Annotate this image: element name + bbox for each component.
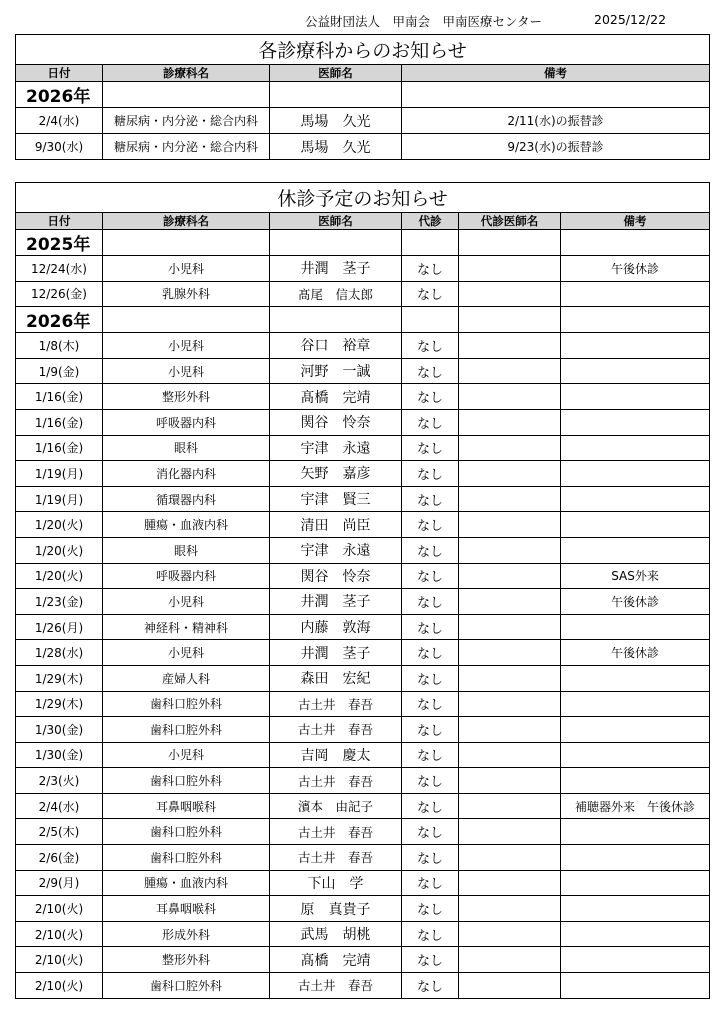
table-row [16, 870, 710, 896]
table-row [16, 256, 710, 282]
doctor-cell: 下山 学 [270, 870, 402, 896]
doctor-cell: 古土井 春吾 [270, 691, 402, 717]
date-cell: 1/16(金) [16, 384, 103, 410]
doctor-cell: 原 真貴子 [270, 896, 402, 922]
department-cell: 整形外科 [103, 384, 270, 410]
department-cell: 歯科口腔外科 [103, 691, 270, 717]
column-header-department: 診療科名 [103, 213, 270, 230]
doctor-cell: 馬場 久光 [270, 134, 402, 160]
table-row [16, 358, 710, 384]
substitute-cell: なし [402, 486, 459, 512]
department-cell: 耳鼻咽喉科 [103, 793, 270, 819]
substitute-doctor-cell [459, 461, 561, 487]
department-cell: 耳鼻咽喉科 [103, 896, 270, 922]
date-cell: 1/20(火) [16, 537, 103, 563]
table-row [16, 486, 710, 512]
remarks-cell [561, 921, 710, 947]
substitute-doctor-cell [459, 281, 561, 307]
date-cell: 1/16(金) [16, 435, 103, 461]
substitute-cell: なし [402, 256, 459, 282]
date-cell: 12/24(水) [16, 256, 103, 282]
substitute-cell: なし [402, 845, 459, 871]
doctor-cell: 矢野 嘉彦 [270, 461, 402, 487]
remarks-cell [561, 333, 710, 359]
department-cell: 小児科 [103, 742, 270, 768]
column-header-remarks: 備考 [561, 213, 710, 230]
department-cell: 乳腺外科 [103, 281, 270, 307]
date-cell: 2/3(火) [16, 768, 103, 794]
department-cell: 腫瘍・血液内科 [103, 512, 270, 538]
table-row [16, 665, 710, 691]
department-cell: 形成外科 [103, 921, 270, 947]
closure-schedule-table [15, 182, 710, 999]
substitute-cell: なし [402, 870, 459, 896]
table-row [16, 409, 710, 435]
substitute-cell: なし [402, 896, 459, 922]
empty-cell [103, 307, 270, 333]
remarks-cell: SAS外来 [561, 563, 710, 589]
remarks-cell: 午後休診 [561, 640, 710, 666]
substitute-cell: なし [402, 768, 459, 794]
year-row [16, 230, 710, 256]
department-cell: 糖尿病・内分泌・総合内科 [103, 134, 270, 160]
remarks-cell [561, 870, 710, 896]
remarks-cell [561, 358, 710, 384]
date-cell: 1/23(金) [16, 589, 103, 615]
date-cell: 1/30(金) [16, 742, 103, 768]
remarks-cell [561, 896, 710, 922]
department-cell: 呼吸器内科 [103, 563, 270, 589]
substitute-doctor-cell [459, 691, 561, 717]
year-label: 2025年 [16, 230, 103, 256]
remarks-cell [561, 819, 710, 845]
doctor-cell: 古土井 春吾 [270, 768, 402, 794]
empty-cell [270, 82, 402, 108]
remarks-cell: 補聴器外来 午後休診 [561, 793, 710, 819]
substitute-doctor-cell [459, 793, 561, 819]
date-cell: 2/6(金) [16, 845, 103, 871]
department-cell: 神経科・精神科 [103, 614, 270, 640]
date-cell: 1/19(月) [16, 461, 103, 487]
remarks-cell [561, 717, 710, 743]
substitute-cell: なし [402, 461, 459, 487]
table-row [16, 742, 710, 768]
substitute-cell: なし [402, 589, 459, 615]
date-cell: 2/5(木) [16, 819, 103, 845]
doctor-cell: 宇津 永遠 [270, 537, 402, 563]
substitute-doctor-cell [459, 537, 561, 563]
date-cell: 1/29(木) [16, 691, 103, 717]
date-cell: 2/10(火) [16, 947, 103, 973]
doctor-cell: 宇津 賢三 [270, 486, 402, 512]
substitute-cell: なし [402, 793, 459, 819]
empty-cell [402, 82, 710, 108]
substitute-doctor-cell [459, 563, 561, 589]
empty-cell [103, 82, 270, 108]
date-cell: 2/4(水) [16, 108, 103, 134]
substitute-cell: なし [402, 819, 459, 845]
document-date: 2025/12/22 [594, 12, 667, 27]
remarks-cell [561, 845, 710, 871]
remarks-cell [561, 947, 710, 973]
date-cell: 1/29(木) [16, 665, 103, 691]
substitute-doctor-cell [459, 717, 561, 743]
substitute-doctor-cell [459, 870, 561, 896]
doctor-cell: 吉岡 慶太 [270, 742, 402, 768]
remarks-cell: 2/11(水)の振替診 [402, 108, 710, 134]
substitute-doctor-cell [459, 256, 561, 282]
table-row [16, 717, 710, 743]
table-row [16, 947, 710, 973]
substitute-cell: なし [402, 512, 459, 538]
date-cell: 2/10(火) [16, 921, 103, 947]
table-row [16, 589, 710, 615]
column-header-date: 日付 [16, 213, 103, 230]
department-cell: 消化器内科 [103, 461, 270, 487]
remarks-cell [561, 461, 710, 487]
doctor-cell: 馬場 久光 [270, 108, 402, 134]
doctor-cell: 関谷 怜奈 [270, 563, 402, 589]
substitute-cell: なし [402, 281, 459, 307]
department-cell: 眼科 [103, 435, 270, 461]
department-cell: 歯科口腔外科 [103, 768, 270, 794]
substitute-doctor-cell [459, 589, 561, 615]
substitute-doctor-cell [459, 845, 561, 871]
date-cell: 2/9(月) [16, 870, 103, 896]
remarks-cell [561, 486, 710, 512]
date-cell: 1/8(木) [16, 333, 103, 359]
empty-cell [561, 307, 710, 333]
substitute-cell: なし [402, 333, 459, 359]
doctor-cell: 髙橋 完靖 [270, 947, 402, 973]
table-row [16, 333, 710, 359]
department-cell: 整形外科 [103, 947, 270, 973]
substitute-doctor-cell [459, 640, 561, 666]
remarks-cell [561, 512, 710, 538]
department-cell: 呼吸器内科 [103, 409, 270, 435]
remarks-cell [561, 742, 710, 768]
empty-cell [402, 230, 459, 256]
doctor-cell: 関谷 怜奈 [270, 409, 402, 435]
department-cell: 小児科 [103, 333, 270, 359]
date-cell: 9/30(水) [16, 134, 103, 160]
substitute-cell: なし [402, 537, 459, 563]
empty-cell [103, 230, 270, 256]
table-row [16, 973, 710, 999]
year-row [16, 307, 710, 333]
substitute-cell: なし [402, 947, 459, 973]
substitute-cell: なし [402, 640, 459, 666]
department-cell: 腫瘍・血液内科 [103, 870, 270, 896]
substitute-cell: なし [402, 384, 459, 410]
department-cell: 小児科 [103, 358, 270, 384]
substitute-cell: なし [402, 921, 459, 947]
table-row [16, 614, 710, 640]
department-cell: 歯科口腔外科 [103, 845, 270, 871]
substitute-doctor-cell [459, 819, 561, 845]
department-cell: 小児科 [103, 256, 270, 282]
column-header-doctor: 医師名 [270, 65, 402, 82]
table-row [16, 793, 710, 819]
substitute-cell: なし [402, 691, 459, 717]
column-header-substitute-doctor: 代診医師名 [459, 213, 561, 230]
substitute-doctor-cell [459, 333, 561, 359]
remarks-cell [561, 281, 710, 307]
substitute-cell: なし [402, 435, 459, 461]
column-header-doctor: 医師名 [270, 213, 402, 230]
substitute-doctor-cell [459, 921, 561, 947]
table-row [16, 921, 710, 947]
doctor-cell: 井潤 茎子 [270, 640, 402, 666]
table-row [16, 461, 710, 487]
department-cell: 小児科 [103, 589, 270, 615]
substitute-doctor-cell [459, 512, 561, 538]
substitute-doctor-cell [459, 384, 561, 410]
doctor-cell: 髙尾 信太郎 [270, 281, 402, 307]
doctor-cell: 髙橋 完靖 [270, 384, 402, 410]
doctor-cell: 河野 一誠 [270, 358, 402, 384]
department-notices-table [15, 34, 710, 160]
empty-cell [402, 307, 459, 333]
substitute-doctor-cell [459, 947, 561, 973]
table-row [16, 134, 710, 160]
substitute-cell: なし [402, 358, 459, 384]
doctor-cell: 井潤 茎子 [270, 256, 402, 282]
column-header-department: 診療科名 [103, 65, 270, 82]
table-row [16, 691, 710, 717]
substitute-cell: なし [402, 665, 459, 691]
substitute-doctor-cell [459, 768, 561, 794]
remarks-cell: 午後休診 [561, 256, 710, 282]
department-cell: 眼科 [103, 537, 270, 563]
substitute-cell: なし [402, 614, 459, 640]
remarks-cell [561, 435, 710, 461]
doctor-cell: 井潤 茎子 [270, 589, 402, 615]
substitute-doctor-cell [459, 409, 561, 435]
year-row [16, 82, 710, 108]
doctor-cell: 古土井 春吾 [270, 717, 402, 743]
date-cell: 2/4(水) [16, 793, 103, 819]
doctor-cell: 森田 宏紀 [270, 665, 402, 691]
department-cell: 歯科口腔外科 [103, 717, 270, 743]
year-label: 2026年 [16, 82, 103, 108]
substitute-cell: なし [402, 409, 459, 435]
remarks-cell [561, 973, 710, 999]
substitute-cell: なし [402, 563, 459, 589]
remarks-cell [561, 691, 710, 717]
remarks-cell [561, 537, 710, 563]
date-cell: 1/19(月) [16, 486, 103, 512]
empty-cell [459, 230, 561, 256]
column-header-remarks: 備考 [402, 65, 710, 82]
remarks-cell [561, 768, 710, 794]
substitute-doctor-cell [459, 973, 561, 999]
table-row [16, 537, 710, 563]
column-header-date: 日付 [16, 65, 103, 82]
table-row [16, 896, 710, 922]
department-cell: 歯科口腔外科 [103, 973, 270, 999]
substitute-doctor-cell [459, 665, 561, 691]
doctor-cell: 古土井 春吾 [270, 845, 402, 871]
department-cell: 産婦人科 [103, 665, 270, 691]
notices-title: 各診療科からのお知らせ [16, 35, 710, 65]
year-label: 2026年 [16, 307, 103, 333]
substitute-doctor-cell [459, 896, 561, 922]
table-row [16, 768, 710, 794]
organization-name: 公益財団法人 甲南会 甲南医療センター [305, 14, 543, 29]
empty-cell [459, 307, 561, 333]
substitute-cell: なし [402, 717, 459, 743]
table-row [16, 384, 710, 410]
remarks-cell [561, 614, 710, 640]
doctor-cell: 古土井 春吾 [270, 819, 402, 845]
table-row [16, 640, 710, 666]
table-row [16, 435, 710, 461]
table-row [16, 845, 710, 871]
date-cell: 1/20(火) [16, 512, 103, 538]
department-cell: 歯科口腔外科 [103, 819, 270, 845]
date-cell: 1/20(火) [16, 563, 103, 589]
closures-title: 休診予定のお知らせ [16, 183, 710, 213]
empty-cell [270, 230, 402, 256]
date-cell: 1/30(金) [16, 717, 103, 743]
doctor-cell: 武馬 胡桃 [270, 921, 402, 947]
table-row [16, 819, 710, 845]
table-row [16, 563, 710, 589]
date-cell: 12/26(金) [16, 281, 103, 307]
remarks-cell [561, 409, 710, 435]
substitute-cell: なし [402, 973, 459, 999]
substitute-doctor-cell [459, 435, 561, 461]
empty-cell [270, 307, 402, 333]
table-row [16, 281, 710, 307]
doctor-cell: 谷口 裕章 [270, 333, 402, 359]
substitute-doctor-cell [459, 486, 561, 512]
date-cell: 1/9(金) [16, 358, 103, 384]
remarks-cell: 午後休診 [561, 589, 710, 615]
date-cell: 1/16(金) [16, 409, 103, 435]
table-row [16, 108, 710, 134]
substitute-doctor-cell [459, 614, 561, 640]
substitute-cell: なし [402, 742, 459, 768]
substitute-doctor-cell [459, 358, 561, 384]
date-cell: 1/28(水) [16, 640, 103, 666]
doctor-cell: 古土井 春吾 [270, 973, 402, 999]
doctor-cell: 清田 尚臣 [270, 512, 402, 538]
department-cell: 循環器内科 [103, 486, 270, 512]
remarks-cell: 9/23(水)の振替診 [402, 134, 710, 160]
table-row [16, 512, 710, 538]
substitute-doctor-cell [459, 742, 561, 768]
date-cell: 2/10(火) [16, 973, 103, 999]
department-cell: 小児科 [103, 640, 270, 666]
date-cell: 1/26(月) [16, 614, 103, 640]
date-cell: 2/10(火) [16, 896, 103, 922]
department-cell: 糖尿病・内分泌・総合内科 [103, 108, 270, 134]
empty-cell [561, 230, 710, 256]
remarks-cell [561, 665, 710, 691]
doctor-cell: 濱本 由記子 [270, 793, 402, 819]
doctor-cell: 内藤 敦海 [270, 614, 402, 640]
doctor-cell: 宇津 永遠 [270, 435, 402, 461]
column-header-substitute: 代診 [402, 213, 459, 230]
remarks-cell [561, 384, 710, 410]
